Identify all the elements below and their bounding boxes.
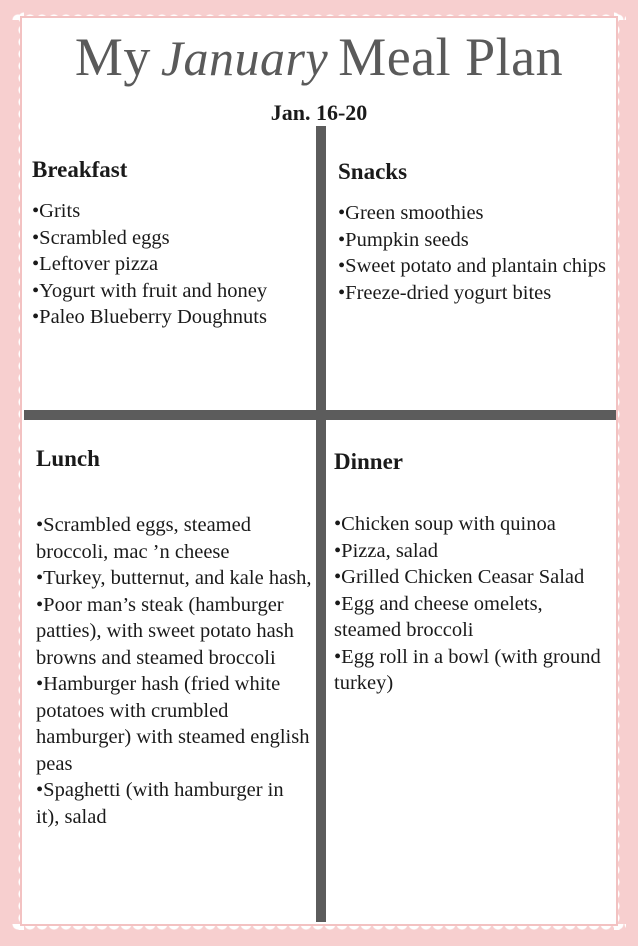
horizontal-divider [24, 410, 616, 420]
snacks-list [338, 200, 614, 306]
list-item: •Turkey, butternut, and kale hash, [36, 567, 312, 589]
snacks-heading: Snacks [338, 159, 408, 184]
title-end: Meal Plan [338, 27, 564, 87]
breakfast-list [32, 198, 314, 331]
list-item: •Yogurt with fruit and honey [32, 279, 268, 302]
vertical-divider [316, 126, 326, 922]
dinner-list [334, 511, 606, 697]
list-item: •Egg roll in a bowl (with ground turkey) [334, 645, 601, 694]
lunch-list [36, 512, 312, 830]
border-scallop-bottom [12, 924, 626, 936]
list-item: •Pumpkin seeds [338, 228, 469, 251]
title-script: January [160, 30, 329, 86]
list-item: •Freeze-dried yogurt bites [338, 281, 552, 304]
list-item: •Grilled Chicken Ceasar Salad [334, 566, 585, 588]
list-item: •Leftover pizza [32, 253, 159, 275]
list-item: •Paleo Blueberry Doughnuts [32, 306, 267, 328]
list-item: •Sweet potato and plantain chips [338, 255, 606, 277]
list-item: •Grits [32, 200, 81, 222]
page-title [0, 26, 638, 88]
list-item: •Scrambled eggs, steamed broccoli, mac ’n cheese [36, 514, 251, 563]
list-item: •Scrambled eggs [32, 226, 170, 249]
dinner-heading: Dinner [334, 449, 403, 474]
list-item: •Hamburger hash (fried white potatoes with crumbled hamburger) with steamed english peas [36, 673, 310, 775]
breakfast-heading: Breakfast [32, 157, 128, 182]
snacks-section [338, 160, 614, 306]
breakfast-section [32, 158, 314, 331]
list-item: •Chicken soup with quinoa [334, 513, 556, 535]
list-item: •Pizza, salad [334, 539, 438, 562]
list-item: •Spaghetti (with hamburger in it), salad [36, 779, 284, 828]
title-start: My [74, 27, 151, 87]
date-range: Jan. 16-20 [270, 100, 368, 125]
dinner-section [334, 450, 606, 697]
lunch-section [36, 447, 312, 830]
lunch-heading: Lunch [36, 446, 100, 471]
list-item: •Egg and cheese omelets, steamed broccoli [334, 592, 543, 641]
list-item: •Green smoothies [338, 202, 484, 224]
list-item: •Poor man’s steak (hamburger patties), with sweet potato hash browns and steamed broccoli [36, 593, 294, 669]
